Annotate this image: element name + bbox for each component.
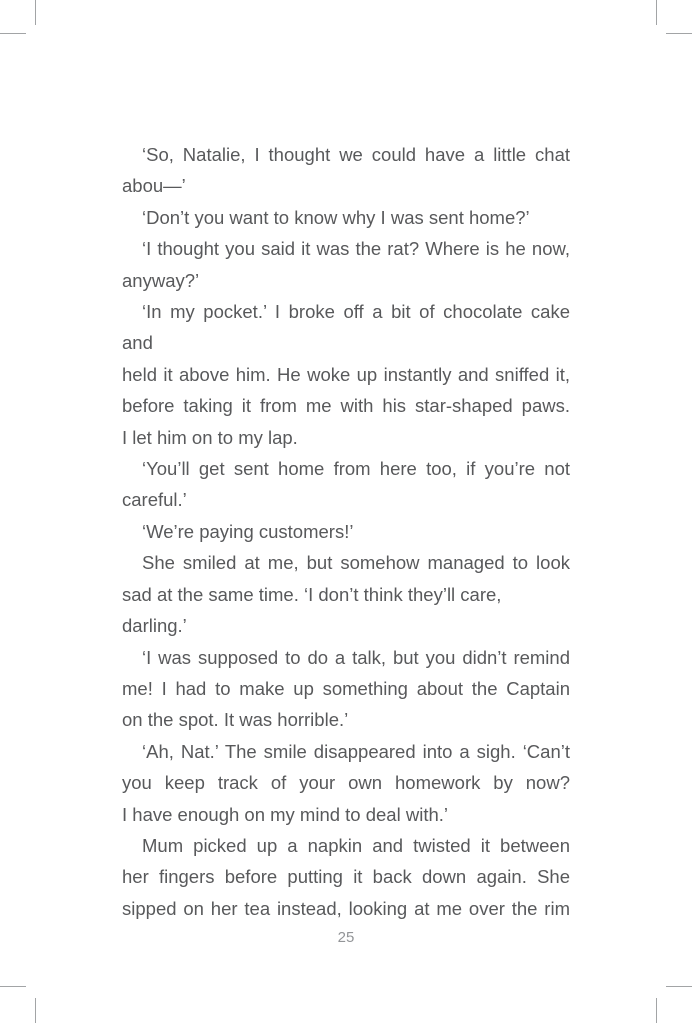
crop-mark-bottom-left-horizontal (0, 986, 26, 987)
text-line: abou—’ (122, 175, 186, 197)
text-line: sipped on her tea instead, looking at me over the rim (122, 897, 570, 919)
paragraph (122, 202, 570, 233)
text-line: me! I had to make up something about the Captain (122, 677, 570, 699)
page-text (122, 139, 570, 924)
text-line: She smiled at me, but somehow managed to look (142, 552, 570, 574)
text-line: ‘I thought you said it was the rat? Where is he now, (142, 238, 570, 260)
paragraph (122, 296, 570, 453)
paragraph (122, 139, 570, 202)
paragraph (122, 453, 570, 516)
crop-mark-top-right-horizontal (666, 33, 692, 34)
text-line: you keep track of your own homework by now? (122, 772, 570, 794)
text-line: ‘In my pocket.’ I broke off a bit of chocolate cake and (122, 301, 570, 354)
text-line: ‘You’ll get sent home from here too, if you’re not (142, 458, 570, 480)
crop-mark-bottom-right-horizontal (666, 986, 692, 987)
text-line: before taking it from me with his star-shaped paws. (122, 395, 570, 417)
text-line: careful.’ (122, 489, 187, 511)
crop-mark-bottom-left-vertical (35, 998, 36, 1023)
paragraph (122, 547, 570, 641)
paragraph (122, 516, 570, 547)
text-line: ‘Ah, Nat.’ The smile disappeared into a sigh. ‘Can’t (142, 740, 570, 762)
text-line: held it above him. He woke up instantly and sniffed it, (122, 363, 570, 385)
crop-mark-top-left-horizontal (0, 33, 26, 34)
text-line: anyway?’ (122, 269, 200, 291)
text-line: ‘I was supposed to do a talk, but you didn’t remind (142, 646, 570, 668)
text-line: on the spot. It was horrible.’ (122, 709, 349, 731)
crop-mark-bottom-right-vertical (656, 998, 657, 1023)
text-line: ‘Don’t you want to know why I was sent home?’ (142, 206, 530, 228)
page-number: 25 (337, 929, 355, 946)
text-line: ‘So, Natalie, I thought we could have a little chat (142, 144, 570, 165)
text-line: I let him on to my lap. (122, 426, 298, 448)
text-line: ‘We’re paying customers!’ (142, 520, 354, 542)
crop-mark-top-left-vertical (35, 0, 36, 25)
crop-mark-top-right-vertical (656, 0, 657, 25)
text-line: her fingers before putting it back down again. She (122, 866, 570, 888)
text-line: sad at the same time. ‘I don’t think they’ll care, darling.’ (122, 583, 502, 637)
paragraph (122, 736, 570, 830)
text-line: I have enough on my mind to deal with.’ (122, 803, 448, 825)
paragraph (122, 830, 570, 924)
paragraph (122, 642, 570, 736)
paragraph (122, 233, 570, 296)
text-line: Mum picked up a napkin and twisted it between (142, 834, 570, 856)
